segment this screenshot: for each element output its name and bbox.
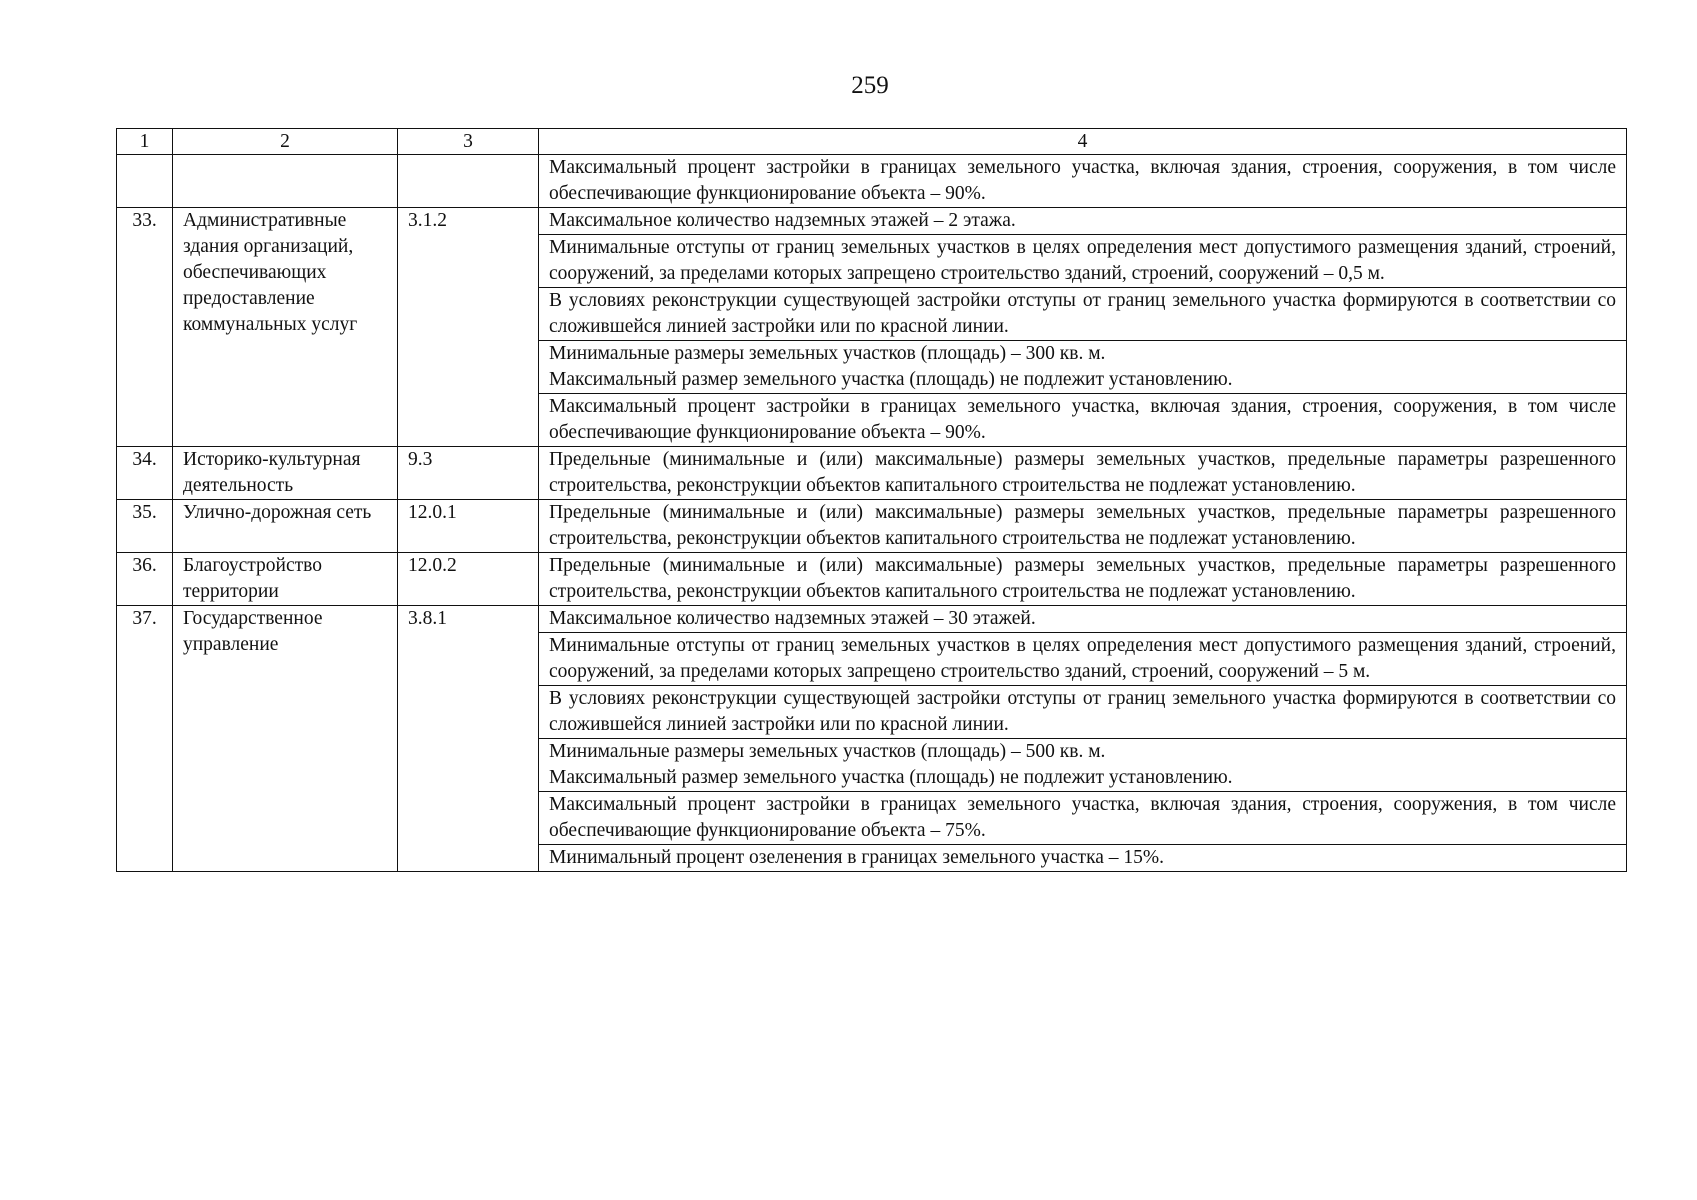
table-row xyxy=(117,500,1627,553)
parameter-cell xyxy=(539,633,1627,686)
column-header-2: 2 xyxy=(173,129,398,155)
classifier-code: 3.8.1 xyxy=(398,606,539,872)
parameter-line: Минимальные отступы от границ земельных участков в целях определения мест допустимого размещения зданий, строений, сооружений, за пределами которых запрещено строительство зданий, строений, сооружений – 5 м. xyxy=(549,635,1616,682)
parameter-line: Максимальный процент застройки в границах земельного участка, включая здания, строения, сооружения, в том числе обеспечивающие функционирование объекта – 90%. xyxy=(549,157,1616,204)
parameter-cell xyxy=(539,288,1627,341)
parameter-cell xyxy=(539,155,1627,208)
parameter-line: Предельные (минимальные и (или) максимальные) размеры земельных участков, предельные параметры разрешенного строительства, реконструкции объектов капитального строительства не подлежат установлению. xyxy=(549,449,1616,496)
parameter-cell xyxy=(539,686,1627,739)
classifier-code: 12.0.2 xyxy=(398,553,539,606)
parameter-line: В условиях реконструкции существующей застройки отступы от границ земельного участка формируются в соответствии со сложившейся линией застройки или по красной линии. xyxy=(549,688,1616,735)
parameter-line: Минимальный процент озеленения в границах земельного участка – 15%. xyxy=(549,847,1165,868)
use-type-name: Улично-дорожная сеть xyxy=(173,500,398,553)
page-number: 259 xyxy=(851,72,889,99)
parameter-line: Предельные (минимальные и (или) максимальные) размеры земельных участков, предельные параметры разрешенного строительства, реконструкции объектов капитального строительства не подлежат установлению. xyxy=(549,502,1616,549)
use-type-name: Административные здания организаций, обеспечивающих предоставление коммунальных услуг xyxy=(173,208,398,447)
parameter-cell xyxy=(539,553,1627,606)
row-number: 36. xyxy=(117,553,173,606)
table-row xyxy=(117,606,1627,633)
parameter-cell xyxy=(539,394,1627,447)
empty-cell xyxy=(398,155,539,208)
land-use-table xyxy=(116,128,1627,872)
parameter-line: Максимальное количество надземных этажей – 30 этажей. xyxy=(549,608,1036,629)
parameter-line: В условиях реконструкции существующей застройки отступы от границ земельного участка формируются в соответствии со сложившейся линией застройки или по красной линии. xyxy=(549,290,1616,337)
use-type-name: Историко-культурная деятельность xyxy=(173,447,398,500)
empty-cell xyxy=(117,155,173,208)
parameter-cell xyxy=(539,739,1627,792)
use-type-name: Государственное управление xyxy=(173,606,398,872)
parameter-line: Максимальный размер земельного участка (площадь) не подлежит установлению. xyxy=(549,767,1233,788)
column-header-4: 4 xyxy=(539,129,1627,155)
empty-cell xyxy=(173,155,398,208)
parameter-line: Максимальный размер земельного участка (площадь) не подлежит установлению. xyxy=(549,369,1233,390)
row-number: 35. xyxy=(117,500,173,553)
table-row xyxy=(117,208,1627,235)
parameter-line: Максимальный процент застройки в границах земельного участка, включая здания, строения, сооружения, в том числе обеспечивающие функционирование объекта – 75%. xyxy=(549,794,1616,841)
use-type-name: Благоустройство территории xyxy=(173,553,398,606)
classifier-code: 3.1.2 xyxy=(398,208,539,447)
parameter-cell xyxy=(539,500,1627,553)
row-number: 34. xyxy=(117,447,173,500)
row-number: 33. xyxy=(117,208,173,447)
table-row xyxy=(117,447,1627,500)
parameter-cell xyxy=(539,208,1627,235)
parameter-line: Предельные (минимальные и (или) максимальные) размеры земельных участков, предельные параметры разрешенного строительства, реконструкции объектов капитального строительства не подлежат установлению. xyxy=(549,555,1616,602)
parameter-line: Максимальный процент застройки в границах земельного участка, включая здания, строения, сооружения, в том числе обеспечивающие функционирование объекта – 90%. xyxy=(549,396,1616,443)
parameter-line: Минимальные отступы от границ земельных участков в целях определения мест допустимого размещения зданий, строений, сооружений, за пределами которых запрещено строительство зданий, строений, сооружений – 0,5 м. xyxy=(549,237,1616,284)
parameter-cell xyxy=(539,447,1627,500)
parameter-line: Минимальные размеры земельных участков (площадь) – 500 кв. м. xyxy=(549,741,1106,762)
parameter-line: Максимальное количество надземных этажей – 2 этажа. xyxy=(549,210,1016,231)
column-header-1: 1 xyxy=(117,129,173,155)
parameter-line: Минимальные размеры земельных участков (площадь) – 300 кв. м. xyxy=(549,343,1106,364)
parameter-cell xyxy=(539,341,1627,394)
row-number: 37. xyxy=(117,606,173,872)
table-row-continuation xyxy=(117,155,1627,208)
table-header-row xyxy=(117,129,1627,155)
parameter-cell xyxy=(539,606,1627,633)
parameter-cell xyxy=(539,235,1627,288)
parameter-cell xyxy=(539,845,1627,872)
column-header-3: 3 xyxy=(398,129,539,155)
classifier-code: 12.0.1 xyxy=(398,500,539,553)
table-row xyxy=(117,553,1627,606)
parameter-cell xyxy=(539,792,1627,845)
classifier-code: 9.3 xyxy=(398,447,539,500)
